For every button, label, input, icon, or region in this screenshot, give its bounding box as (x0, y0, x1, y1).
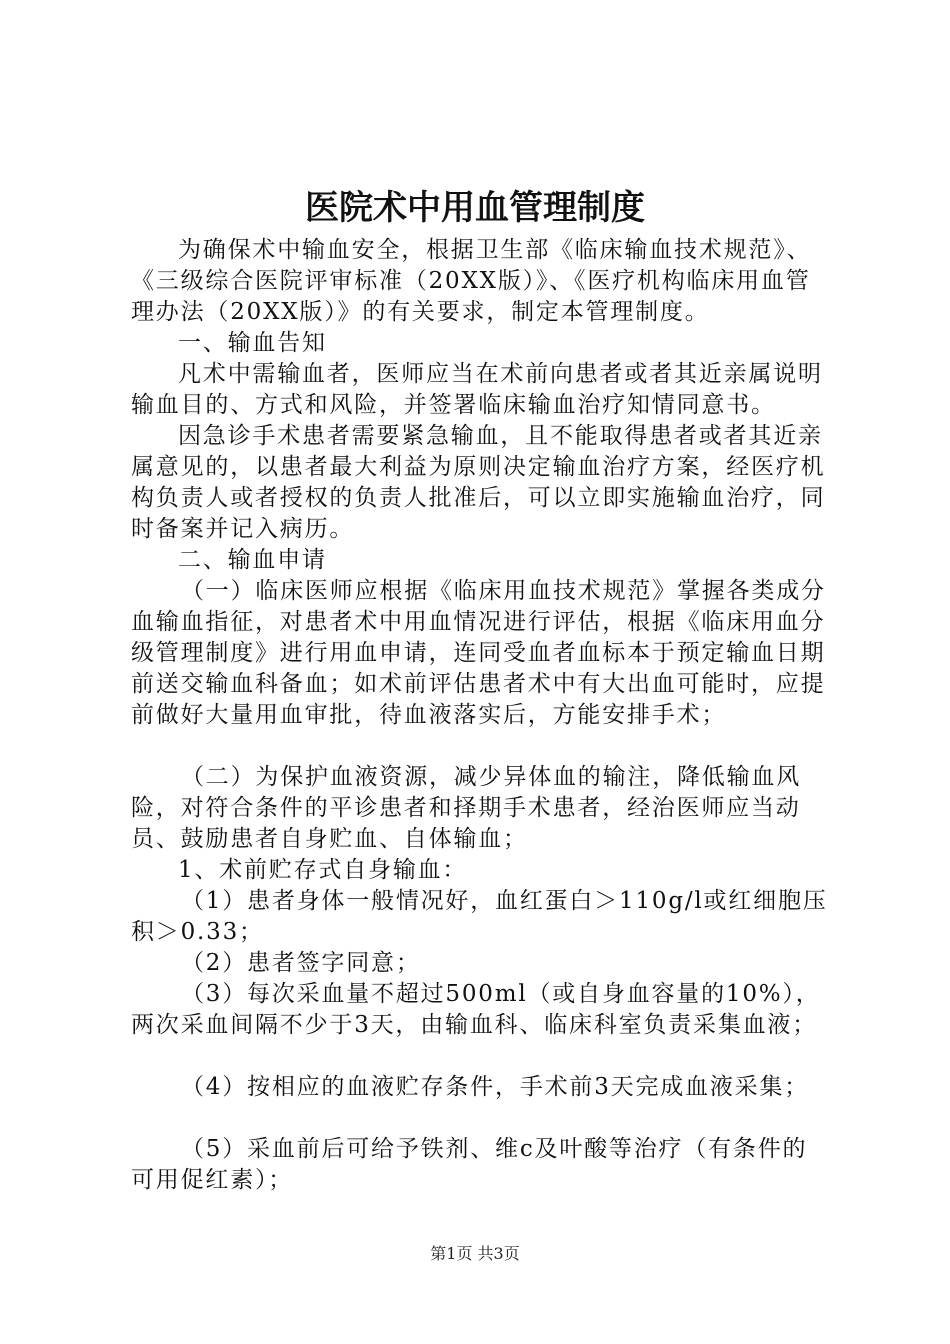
paragraph-spacer (131, 731, 831, 762)
condition-item-1: （1）患者身体一般情况好，血红蛋白＞110g/l或红细胞压积＞0.33； (131, 888, 828, 945)
condition-item-2: （2）患者签字同意； (181, 950, 421, 976)
page-footer: 第1页 共3页 (430, 1244, 520, 1263)
condition-item-5: （5）采血前后可给予铁剂、维c及叶酸等治疗（有条件的可用促红素）； (131, 1136, 808, 1193)
condition-item-3: （3）每次采血量不超过500ml（或自身血容量的10%），两次采血间隔不少于3天，由输血科、临床科室负责采集血液； (131, 981, 821, 1038)
application-item-2: （二）为保护血液资源，减少异体血的输注，降低输血风险，对符合条件的平诊患者和择期手术患者，经治医师应当动员、鼓励患者自身贮血、自体输血； (131, 764, 801, 852)
subheading-autologous: 1、术前贮存式自身输血： (178, 857, 468, 883)
condition-item-4: （4）按相应的血液贮存条件，手术前3天完成血液采集； (181, 1074, 810, 1100)
section-heading-application: 二、输血申请 (178, 547, 327, 573)
section-heading-notice: 一、输血告知 (178, 330, 327, 356)
paragraph-spacer (131, 1103, 831, 1134)
application-item-1: （一）临床医师应根据《临床用血技术规范》掌握各类成分血输血指征，对患者术中用血情况进行评估，根据《临床用血分级管理制度》进行用血申请，连同受血者血标本于预定输血日期前送交输血科备血；如术前评估患者术中有大出血可能时，应提前做好大量用血审批，待血液落实后，方能安排手术； (131, 578, 826, 728)
document-title: 医院术中用血管理制度 (305, 188, 645, 228)
intro-paragraph: 为确保术中输血安全，根据卫生部《临床输血技术规范》、《三级综合医院评审标准（20XX版）》、《医疗机构临床用血管理办法（20XX版）》的有关要求，制定本管理制度。 (131, 237, 812, 325)
document-body (131, 235, 831, 1196)
paragraph-spacer (131, 1041, 831, 1072)
notice-paragraph-2: 因急诊手术患者需要紧急输血，且不能取得患者或者其近亲属意见的，以患者最大利益为原则决定输血治疗方案，经医疗机构负责人或者授权的负责人批准后，可以立即实施输血治疗，同时备案并记入病历。 (131, 423, 826, 542)
notice-paragraph-1: 凡术中需输血者，医师应当在术前向患者或者其近亲属说明输血目的、方式和风险，并签署临床输血治疗知情同意书。 (131, 361, 823, 418)
